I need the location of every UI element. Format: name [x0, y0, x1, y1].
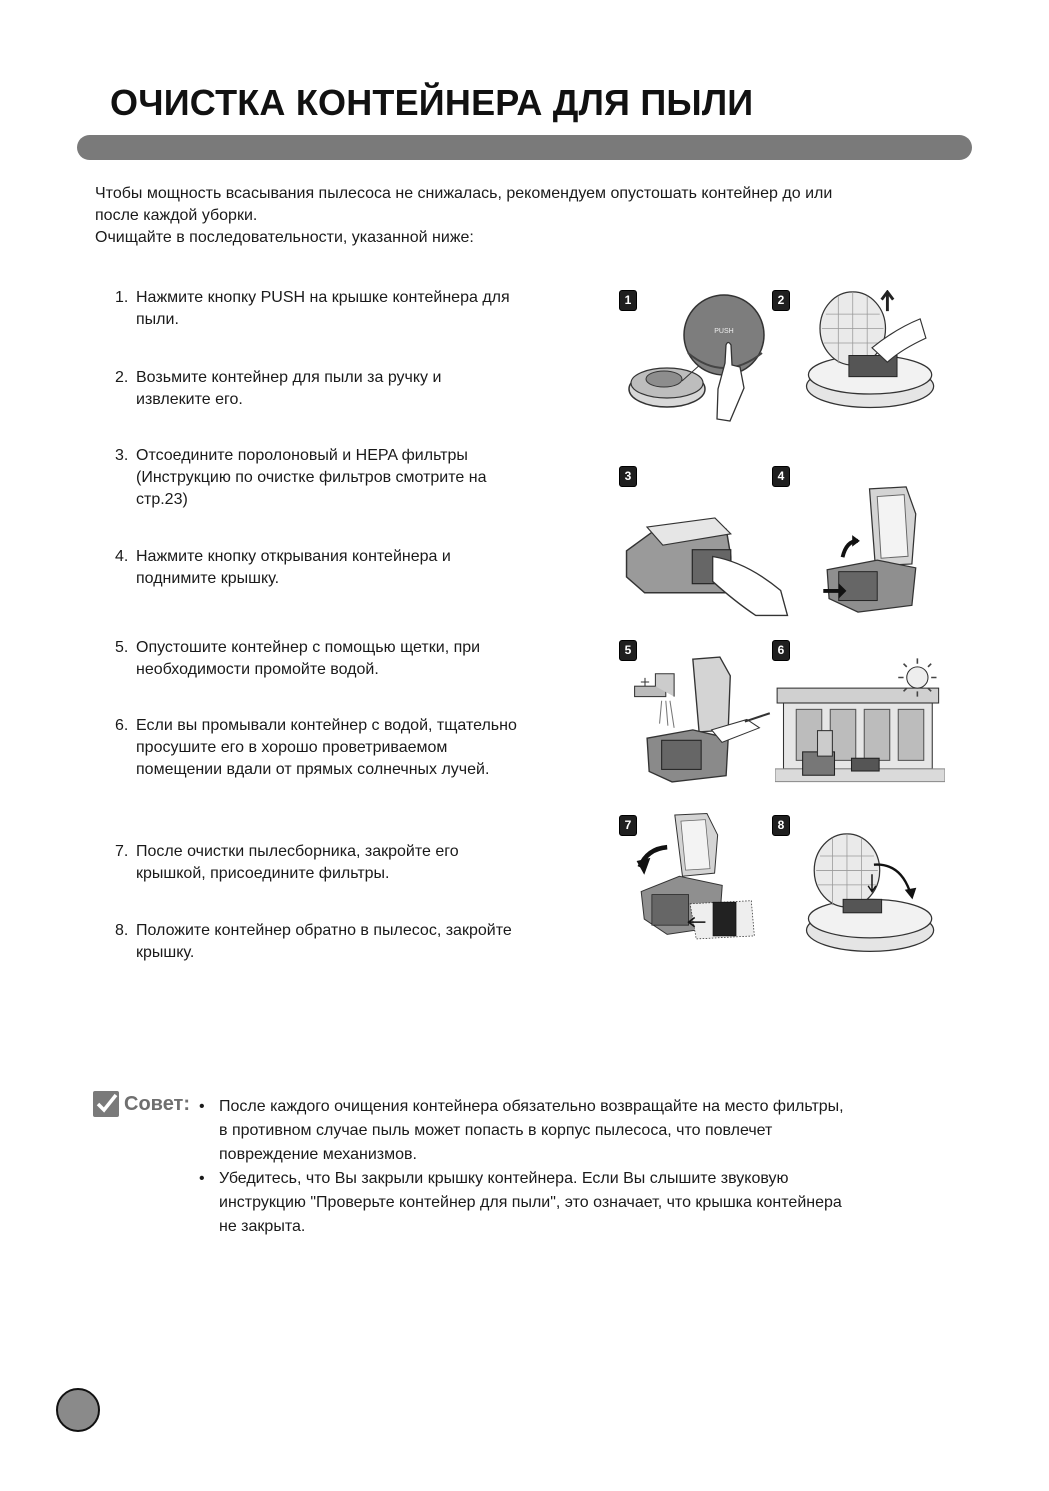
step-number: 3. [115, 447, 129, 464]
tip-label: Совет: [124, 1092, 191, 1115]
step-badge: 5 [619, 640, 637, 661]
illustration-close-lid [612, 812, 782, 942]
step-line: Опустошите контейнер с помощью щетки, при [136, 639, 481, 656]
step-text [136, 287, 585, 331]
step-number: 2. [115, 369, 129, 386]
tip-item [199, 1095, 959, 1167]
page-title: ОЧИСТКА КОНТЕЙНЕРА ДЛЯ ПЫЛИ [110, 82, 754, 123]
illustration-push-button [612, 293, 782, 423]
step-badge: 4 [772, 466, 790, 487]
illustration-remove-bin [787, 290, 957, 420]
step-line: поднимите крышку. [136, 570, 280, 587]
illustration-insert-bin [787, 830, 957, 960]
step-line: стр.23) [136, 491, 188, 508]
step-badge: 3 [619, 466, 637, 487]
step-text [136, 546, 585, 590]
step-text [136, 445, 585, 511]
page-number-circle [56, 1388, 100, 1432]
step-3 [115, 445, 585, 511]
intro-line: Очищайте в последовательности, указанной ниже: [95, 229, 474, 246]
step-line: Нажмите кнопку открывания контейнера и [136, 548, 451, 565]
step-line: Возьмите контейнер для пыли за ручку и [136, 369, 442, 386]
step-badge: 6 [772, 640, 790, 661]
tip-line: Убедитесь, что Вы закрыли крышку контейнера. Если Вы слышите звуковую [219, 1170, 789, 1187]
step-4 [115, 546, 585, 590]
step-line: помещении вдали от прямых солнечных лучей. [136, 761, 490, 778]
step-7 [115, 841, 585, 885]
step-line: Положите контейнер обратно в пылесос, закройте [136, 922, 512, 939]
step-line: После очистки пылесборника, закройте его [136, 843, 459, 860]
tip-list [199, 1095, 959, 1239]
step-badge: 2 [772, 290, 790, 311]
intro-line: после каждой уборки. [95, 207, 258, 224]
step-number: 4. [115, 548, 129, 565]
tip-line: повреждение механизмов. [219, 1146, 417, 1163]
step-line: крышку. [136, 944, 195, 961]
illustration-remove-filters [622, 500, 792, 630]
step-number: 1. [115, 289, 129, 306]
step-number: 8. [115, 922, 129, 939]
step-number: 7. [115, 843, 129, 860]
step-line: пыли. [136, 311, 179, 328]
step-1 [115, 287, 585, 331]
tip-line: После каждого очищения контейнера обязательно возвращайте на место фильтры, [219, 1098, 844, 1115]
step-line: просушите его в хорошо проветриваемом [136, 739, 448, 756]
illustration-wash-bin [612, 655, 782, 785]
illustration-open-bin-lid [785, 485, 955, 615]
step-number: 6. [115, 717, 129, 734]
illustration-dry-bin [775, 655, 945, 785]
step-number: 5. [115, 639, 129, 656]
step-line: Отсоедините поролоновый и HEPA фильтры [136, 447, 468, 464]
step-line: крышкой, присоедините фильтры. [136, 865, 390, 882]
step-2 [115, 367, 585, 411]
step-text [136, 841, 585, 885]
step-line: Нажмите кнопку PUSH на крышке контейнера для [136, 289, 510, 306]
tip-line: инструкцию "Проверьте контейнер для пыли", это означает, что крышка контейнера [219, 1194, 842, 1211]
checkmark-icon [92, 1090, 120, 1118]
step-line: извлеките его. [136, 391, 243, 408]
tip-line: в противном случае пыль может попасть в корпус пылесоса, что повлечет [219, 1122, 773, 1139]
step-8 [115, 920, 585, 964]
intro-text [95, 183, 975, 249]
bullet: • [199, 1170, 205, 1187]
step-badge: 7 [619, 815, 637, 836]
step-badge: 1 [619, 290, 637, 311]
step-6 [115, 715, 585, 781]
tip-header [92, 1090, 190, 1118]
tip-line: не закрыта. [219, 1218, 306, 1235]
step-5 [115, 637, 585, 681]
step-line: необходимости промойте водой. [136, 661, 379, 678]
intro-line: Чтобы мощность всасывания пылесоса не снижалась, рекомендуем опустошать контейнер до или [95, 185, 833, 202]
title-underline-bar [77, 135, 972, 160]
step-text [136, 367, 585, 411]
tip-item [199, 1167, 959, 1239]
step-line: (Инструкцию по очистке фильтров смотрите на [136, 469, 487, 486]
step-text [136, 920, 585, 964]
step-badge: 8 [772, 815, 790, 836]
step-line: Если вы промывали контейнер с водой, тщательно [136, 717, 517, 734]
push-label: PUSH [714, 328, 734, 335]
bullet: • [199, 1098, 205, 1115]
step-text [136, 715, 585, 781]
step-text [136, 637, 585, 681]
